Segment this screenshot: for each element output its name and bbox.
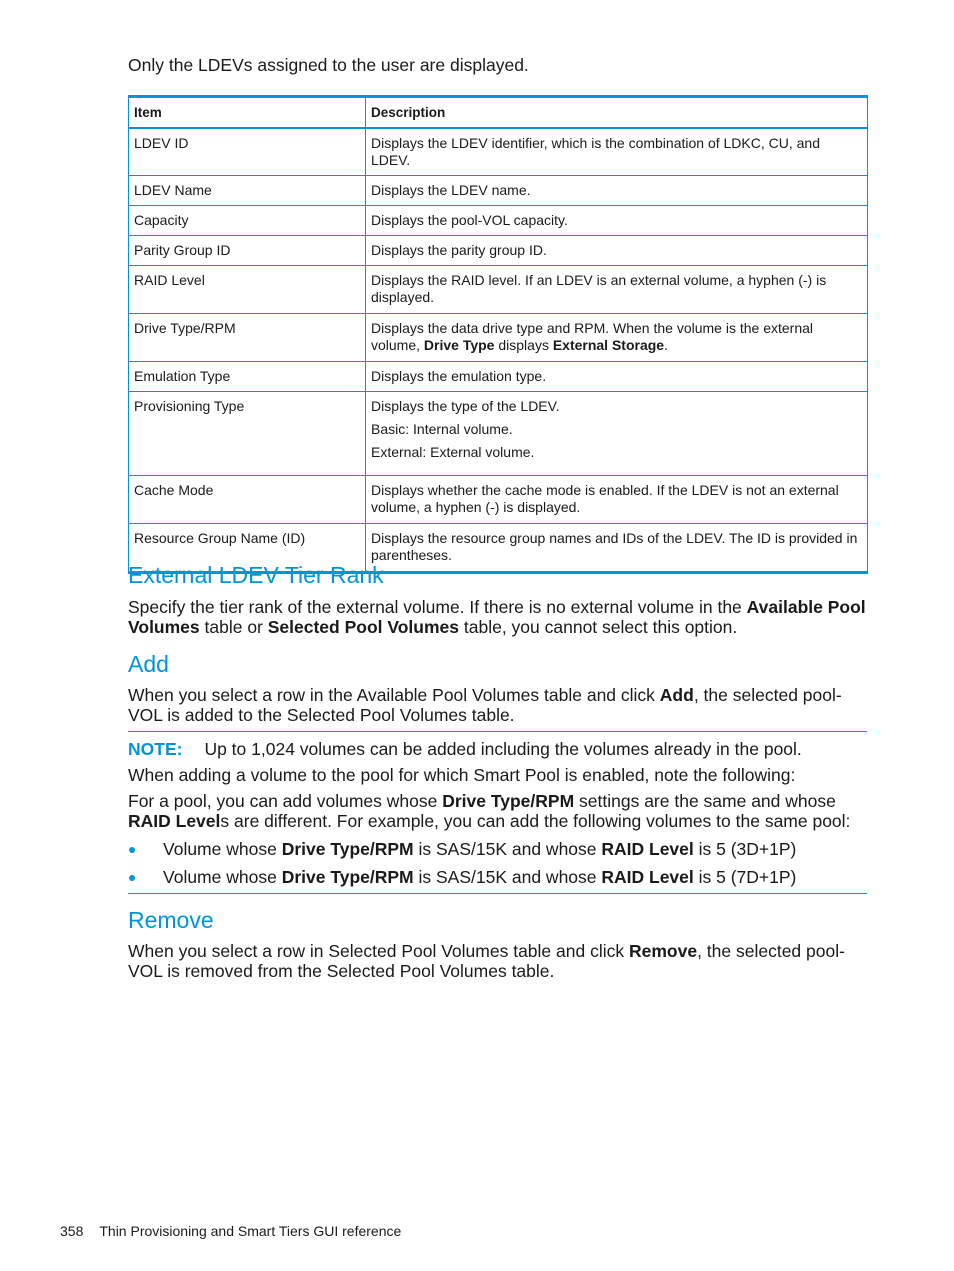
cell-item: Capacity <box>129 206 366 236</box>
text: , the selected pool-VOL is removed from the Selected Pool Volumes table. <box>128 941 845 981</box>
cell-description: Displays the LDEV identifier, which is the combination of LDKC, CU, and LDEV. <box>366 128 868 176</box>
desc-text: displays <box>494 337 553 353</box>
page-number: 358 <box>60 1223 84 1239</box>
cell-item: LDEV ID <box>129 128 366 176</box>
bullet-text <box>163 867 796 887</box>
table-row <box>129 236 868 266</box>
page-footer <box>60 1223 401 1239</box>
cell-description: Displays the emulation type. <box>366 362 868 392</box>
cell-description: Displays the LDEV name. <box>366 176 868 206</box>
desc-line: External: External volume. <box>371 444 535 460</box>
text: For a pool, you can add volumes whose <box>128 791 443 811</box>
column-header-description: Description <box>366 97 868 129</box>
footer-title: Thin Provisioning and Smart Tiers GUI reference <box>99 1223 402 1239</box>
desc-text: Displays the data drive type and RPM. When the volume is the external volume, <box>371 320 813 353</box>
text: When you select a row in Selected Pool Volumes table and click <box>128 941 629 961</box>
note-line <box>128 739 868 759</box>
desc-text: . <box>664 337 668 353</box>
cell-item: Parity Group ID <box>129 236 366 266</box>
bold-text: Drive Type/RPM <box>281 839 414 859</box>
table-row <box>129 392 868 476</box>
heading-remove: Remove <box>128 907 214 933</box>
table-row <box>129 314 868 362</box>
text: , the selected pool-VOL is added to the Selected Pool Volumes table. <box>128 685 842 725</box>
table-row <box>129 128 868 176</box>
cell-description <box>366 314 868 362</box>
table-row <box>129 362 868 392</box>
text: When you select a row in the Available Pool Volumes table and click <box>128 685 660 705</box>
text: is SAS/15K and whose <box>413 867 602 887</box>
bold-text: RAID Level <box>128 811 221 831</box>
text: settings are the same and whose <box>574 791 836 811</box>
bold-text: Selected Pool Volumes <box>267 617 460 637</box>
cell-item: RAID Level <box>129 266 366 314</box>
note-bottom-rule <box>128 893 867 894</box>
remove-paragraph <box>128 941 868 981</box>
note-text: Up to 1,024 volumes can be added including the volumes already in the pool. <box>204 739 802 759</box>
bold-text: Drive Type/RPM <box>281 867 414 887</box>
bold-text: Remove <box>628 941 698 961</box>
desc-line: Basic: Internal volume. <box>371 421 513 437</box>
note-paragraph-3 <box>128 791 868 831</box>
desc-bold: External Storage <box>552 337 665 353</box>
table-row <box>129 176 868 206</box>
cell-item: Drive Type/RPM <box>129 314 366 362</box>
text: Volume whose <box>163 839 282 859</box>
note-label: NOTE: <box>128 739 183 759</box>
text: table or <box>199 617 268 637</box>
text: Volume whose <box>163 867 282 887</box>
bold-text: RAID Level <box>601 867 694 887</box>
note-paragraph-2: When adding a volume to the pool for which Smart Pool is enabled, note the following: <box>128 765 796 785</box>
text: is SAS/15K and whose <box>413 839 602 859</box>
add-paragraph <box>128 685 868 725</box>
ldev-table <box>128 95 868 574</box>
cell-description: Displays the resource group names and IDs of the LDEV. The ID is provided in parentheses. <box>366 524 868 573</box>
heading-external-ldev-tier-rank: External LDEV Tier Rank <box>128 562 384 588</box>
table-header-row <box>129 97 868 129</box>
text: is 5 (3D+1P) <box>693 839 797 859</box>
bold-text: Drive Type/RPM <box>442 791 575 811</box>
cell-description: Displays whether the cache mode is enabled. If the LDEV is not an external volume, a hyphen (-) is displayed. <box>366 476 868 524</box>
heading-add: Add <box>128 651 169 677</box>
cell-description: Displays the parity group ID. <box>366 236 868 266</box>
table-row <box>129 206 868 236</box>
cell-item: Resource Group Name (ID) <box>129 524 366 573</box>
cell-item: Emulation Type <box>129 362 366 392</box>
desc-bold: Drive Type <box>423 337 495 353</box>
table-row <box>129 266 868 314</box>
bold-text: Add <box>659 685 694 705</box>
desc-line: Displays the type of the LDEV. <box>371 398 560 414</box>
intro-text: Only the LDEVs assigned to the user are displayed. <box>128 55 529 75</box>
text: Specify the tier rank of the external volume. If there is no external volume in the <box>128 597 747 617</box>
cell-item: Provisioning Type <box>129 392 366 476</box>
bold-text: RAID Level <box>601 839 694 859</box>
cell-item: LDEV Name <box>129 176 366 206</box>
bullet-icon: ● <box>128 841 137 857</box>
bullet-icon: ● <box>128 869 137 885</box>
text: is 5 (7D+1P) <box>693 867 797 887</box>
column-header-item: Item <box>129 97 366 129</box>
cell-description: Displays the pool-VOL capacity. <box>366 206 868 236</box>
external-paragraph <box>128 597 868 637</box>
cell-description <box>366 392 868 476</box>
bold-text: Available Pool Volumes <box>128 597 866 637</box>
note-top-rule <box>128 731 867 732</box>
cell-description: Displays the RAID level. If an LDEV is an external volume, a hyphen (-) is displayed. <box>366 266 868 314</box>
bullet-text <box>163 839 796 859</box>
cell-item: Cache Mode <box>129 476 366 524</box>
text: s are different. For example, you can add the following volumes to the same pool: <box>220 811 851 831</box>
table-row <box>129 476 868 524</box>
text: table, you cannot select this option. <box>459 617 738 637</box>
